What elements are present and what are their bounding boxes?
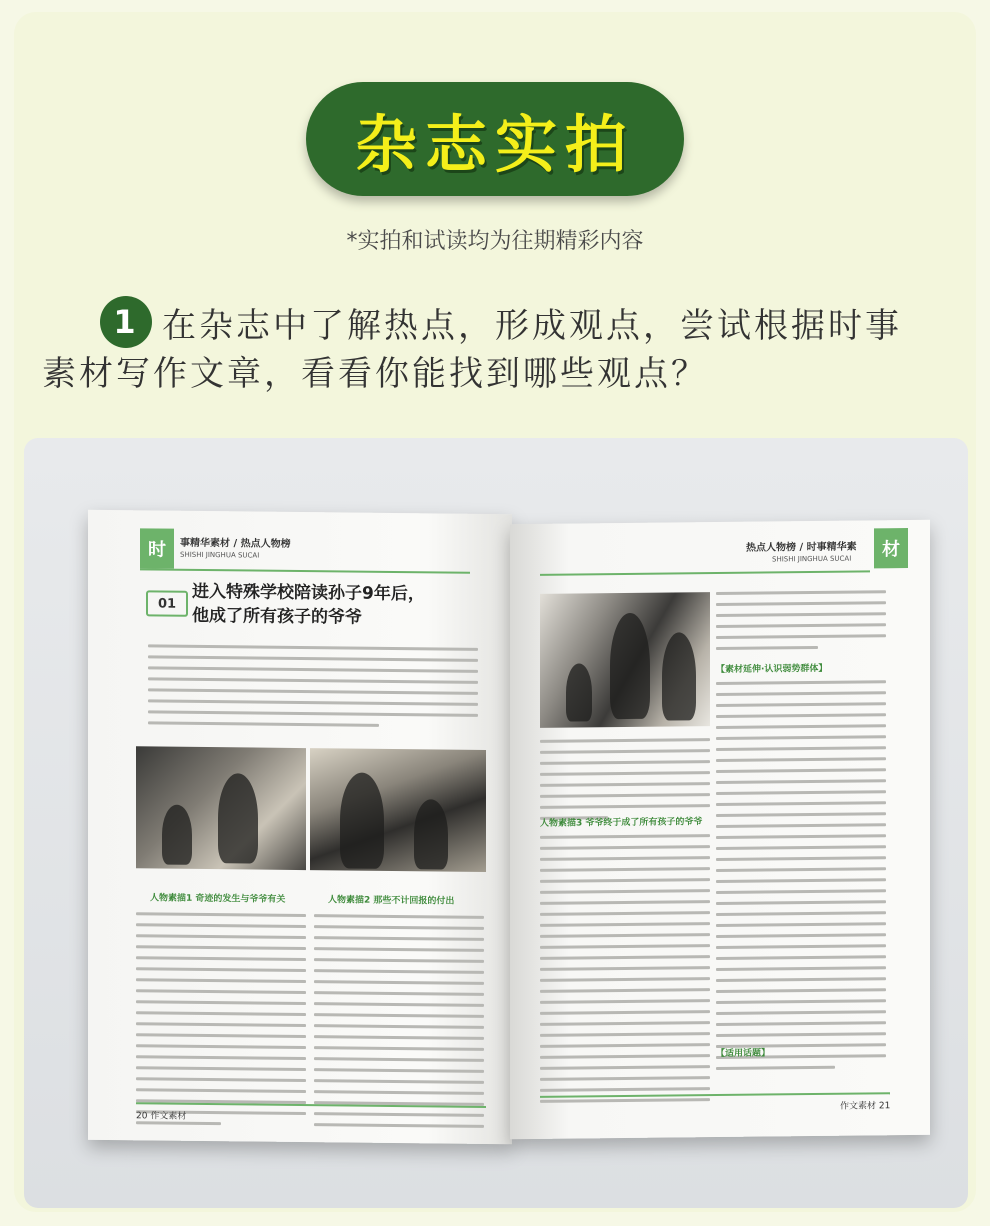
subtitle-note: *实拍和试读均为往期精彩内容 (346, 229, 644, 254)
question-number-badge: 1 (100, 296, 152, 348)
article-body-col-1 (136, 912, 306, 1134)
magazine-right-page (510, 520, 930, 1139)
section-heading-5: 【适用话题】 (716, 1048, 771, 1060)
article-photo-2 (310, 748, 486, 872)
article-number-badge: 01 (146, 590, 188, 616)
article-body-col-4 (716, 680, 886, 1078)
column-mark-right: 材 (874, 528, 908, 568)
header-rule-right (540, 570, 870, 575)
article-photo-3 (540, 592, 710, 728)
section-heading-3: 人物素描3 爷爷终于成了所有孩子的爷爷 (540, 817, 703, 829)
article-intro-text (148, 644, 478, 735)
magazine-left-page (88, 510, 512, 1144)
article-photo-1 (136, 746, 306, 870)
article-body-col-6 (540, 834, 710, 1111)
column-mark-left: 时 (140, 528, 174, 568)
column-title-left: 事精华素材 / 热点人物榜 (180, 537, 291, 550)
title-banner (306, 82, 684, 196)
magazine-photo (24, 438, 968, 1208)
header-rule-left (140, 568, 470, 573)
column-pinyin-left: SHISHI JINGHUA SUCAI (180, 550, 260, 560)
column-title-right: 热点人物榜 / 时事精华素 (746, 541, 857, 554)
question-text-1: 在杂志中了解热点，形成观点，尝试根据时事 (162, 305, 902, 346)
question-line-2: 素材写作文章，看看你能找到哪些观点？ (42, 354, 708, 394)
article-title-line-1: 进入特殊学校陪读孙子9年后， (192, 581, 425, 605)
column-pinyin-right: SHISHI JINGHUA SUCAI (772, 554, 852, 564)
article-body-col-3 (716, 590, 886, 658)
page-number-right: 作文素材 21 (840, 1101, 891, 1112)
section-heading-4: 【素材延伸·认识弱势群体】 (716, 663, 828, 676)
page-title: 杂志实拍 (354, 107, 635, 181)
section-heading-2: 人物素描2 那些不计回报的付出 (328, 895, 455, 907)
article-body-col-2 (314, 914, 484, 1136)
question-line-1 (100, 296, 980, 348)
article-title-line-2: 他成了所有孩子的爷爷 (192, 605, 362, 628)
page-number-left: 20 作文素材 (136, 1111, 187, 1122)
section-heading-1: 人物素描1 奇迹的发生与爷爷有关 (150, 893, 286, 905)
